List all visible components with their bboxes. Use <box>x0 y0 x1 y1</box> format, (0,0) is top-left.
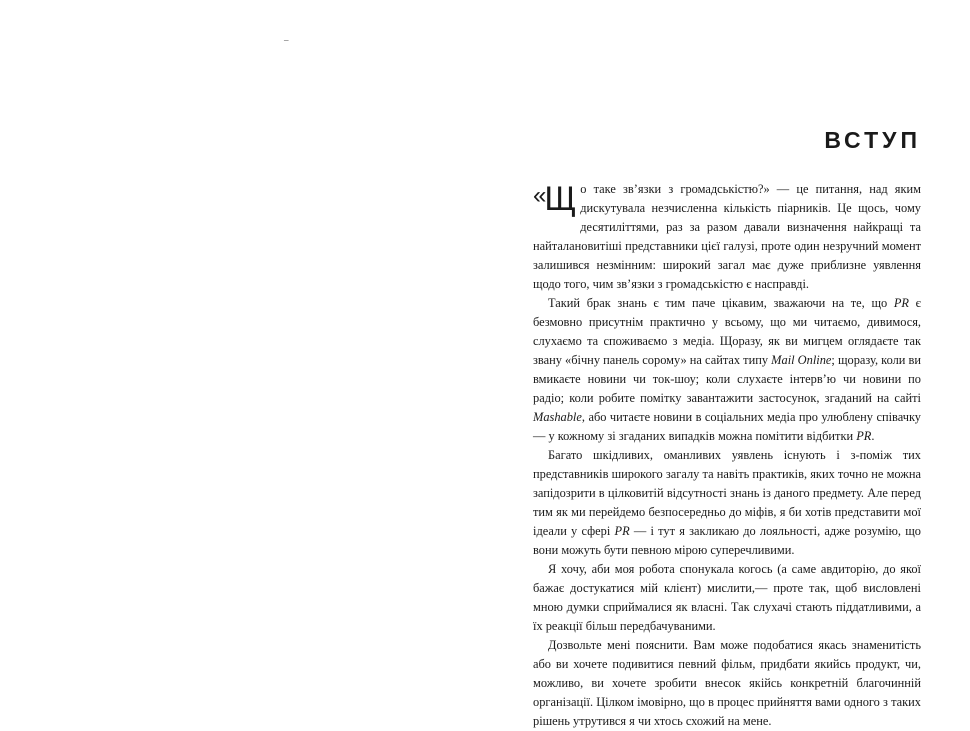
drop-cap <box>533 180 577 219</box>
text-run: о таке зв’язки з громадськістю?» — це питання, над яким дискутувала незчисленна кількість піарників. Це щось, чому десятиліттями, раз за разом давали визначення найкращі та найталановитіші представники цієї галузі, проте один незручний момент залишився незмінним: широкий загал має дуже приблизне уявлення щодо того, чим зв’язки з громадськістю є насправді. <box>533 182 921 291</box>
text-run: Такий брак знань є тим паче цікавим, зважаючи на те, що <box>548 296 894 310</box>
italic-text: PR <box>856 429 872 443</box>
drop-cap-letter: Щ <box>544 180 577 218</box>
italic-text: PR <box>614 524 630 538</box>
chapter-title: ВСТУП <box>824 127 921 153</box>
right-page <box>485 0 970 728</box>
opening-quote: « <box>533 182 545 209</box>
paragraph <box>533 294 921 446</box>
left-page <box>0 0 485 691</box>
paragraph <box>533 636 921 731</box>
italic-text: Mashable <box>533 410 582 424</box>
italic-text: Mail Online <box>771 353 832 367</box>
text-run: Багато шкідливих, оманливих уявлень існують і з-поміж тих представників широкого загалу та навіть практиків, яких точно не можна запідозрити в цілковитій відсутності знань із даного предмету. Але перед тим як ми перейдемо безпосередньо до міфів, я би хотів представити мої ідеали у сфері <box>533 448 921 538</box>
text-run: — і тут я закликаю до лояльності, адже розумію, що вони можуть бути певною мірою суперечливими. <box>533 524 921 557</box>
stray-mark: – <box>284 35 289 45</box>
text-run: є безмовно присутнім практично у всьому, що ми читаємо, дивимося, слухаємо та споживаємо з медіа. Щоразу, як ви мигцем оглядаєте так звану «бічну панель сорому» на сайтах типу <box>533 296 921 367</box>
paragraph <box>533 446 921 560</box>
text-run: Дозвольте мені пояснити. Вам може подобатися якась знаменитість або ви хочете подивитися певний фільм, придбати якийсь продукт, чи, можливо, ви хочете зробити внесок якійсь конкретній благочинній організації. Цілком імовірно, що в процес прийняття вами одного з таких рішень утрутився я чи хтось схожий на мене. <box>533 638 921 728</box>
paragraph <box>533 560 921 636</box>
text-run: , або читаєте новини в соціальних медіа про улюблену співачку — у кожному зі згаданих випадків можна помітити відбитки <box>533 410 921 443</box>
text-run: . <box>871 429 875 443</box>
italic-text: PR <box>893 296 909 310</box>
text-run: ; щоразу, коли ви вмикаєте новини чи ток-шоу; коли слухаєте інтерв’ю чи новини по радіо; коли робите помітку завантажити застосунок, згаданий на сайті <box>533 353 921 405</box>
paragraph <box>533 180 921 294</box>
body-text <box>533 180 921 731</box>
text-run: Я хочу, аби моя робота спонукала когось (а саме авдиторію, до якої бажає достукатися мій клієнт) мислити,— проте так, щоб висловлені мною думки сприймалися як власні. Так слухачі стають піддатливими, а їх реакції більш передбачуваними. <box>533 562 921 633</box>
